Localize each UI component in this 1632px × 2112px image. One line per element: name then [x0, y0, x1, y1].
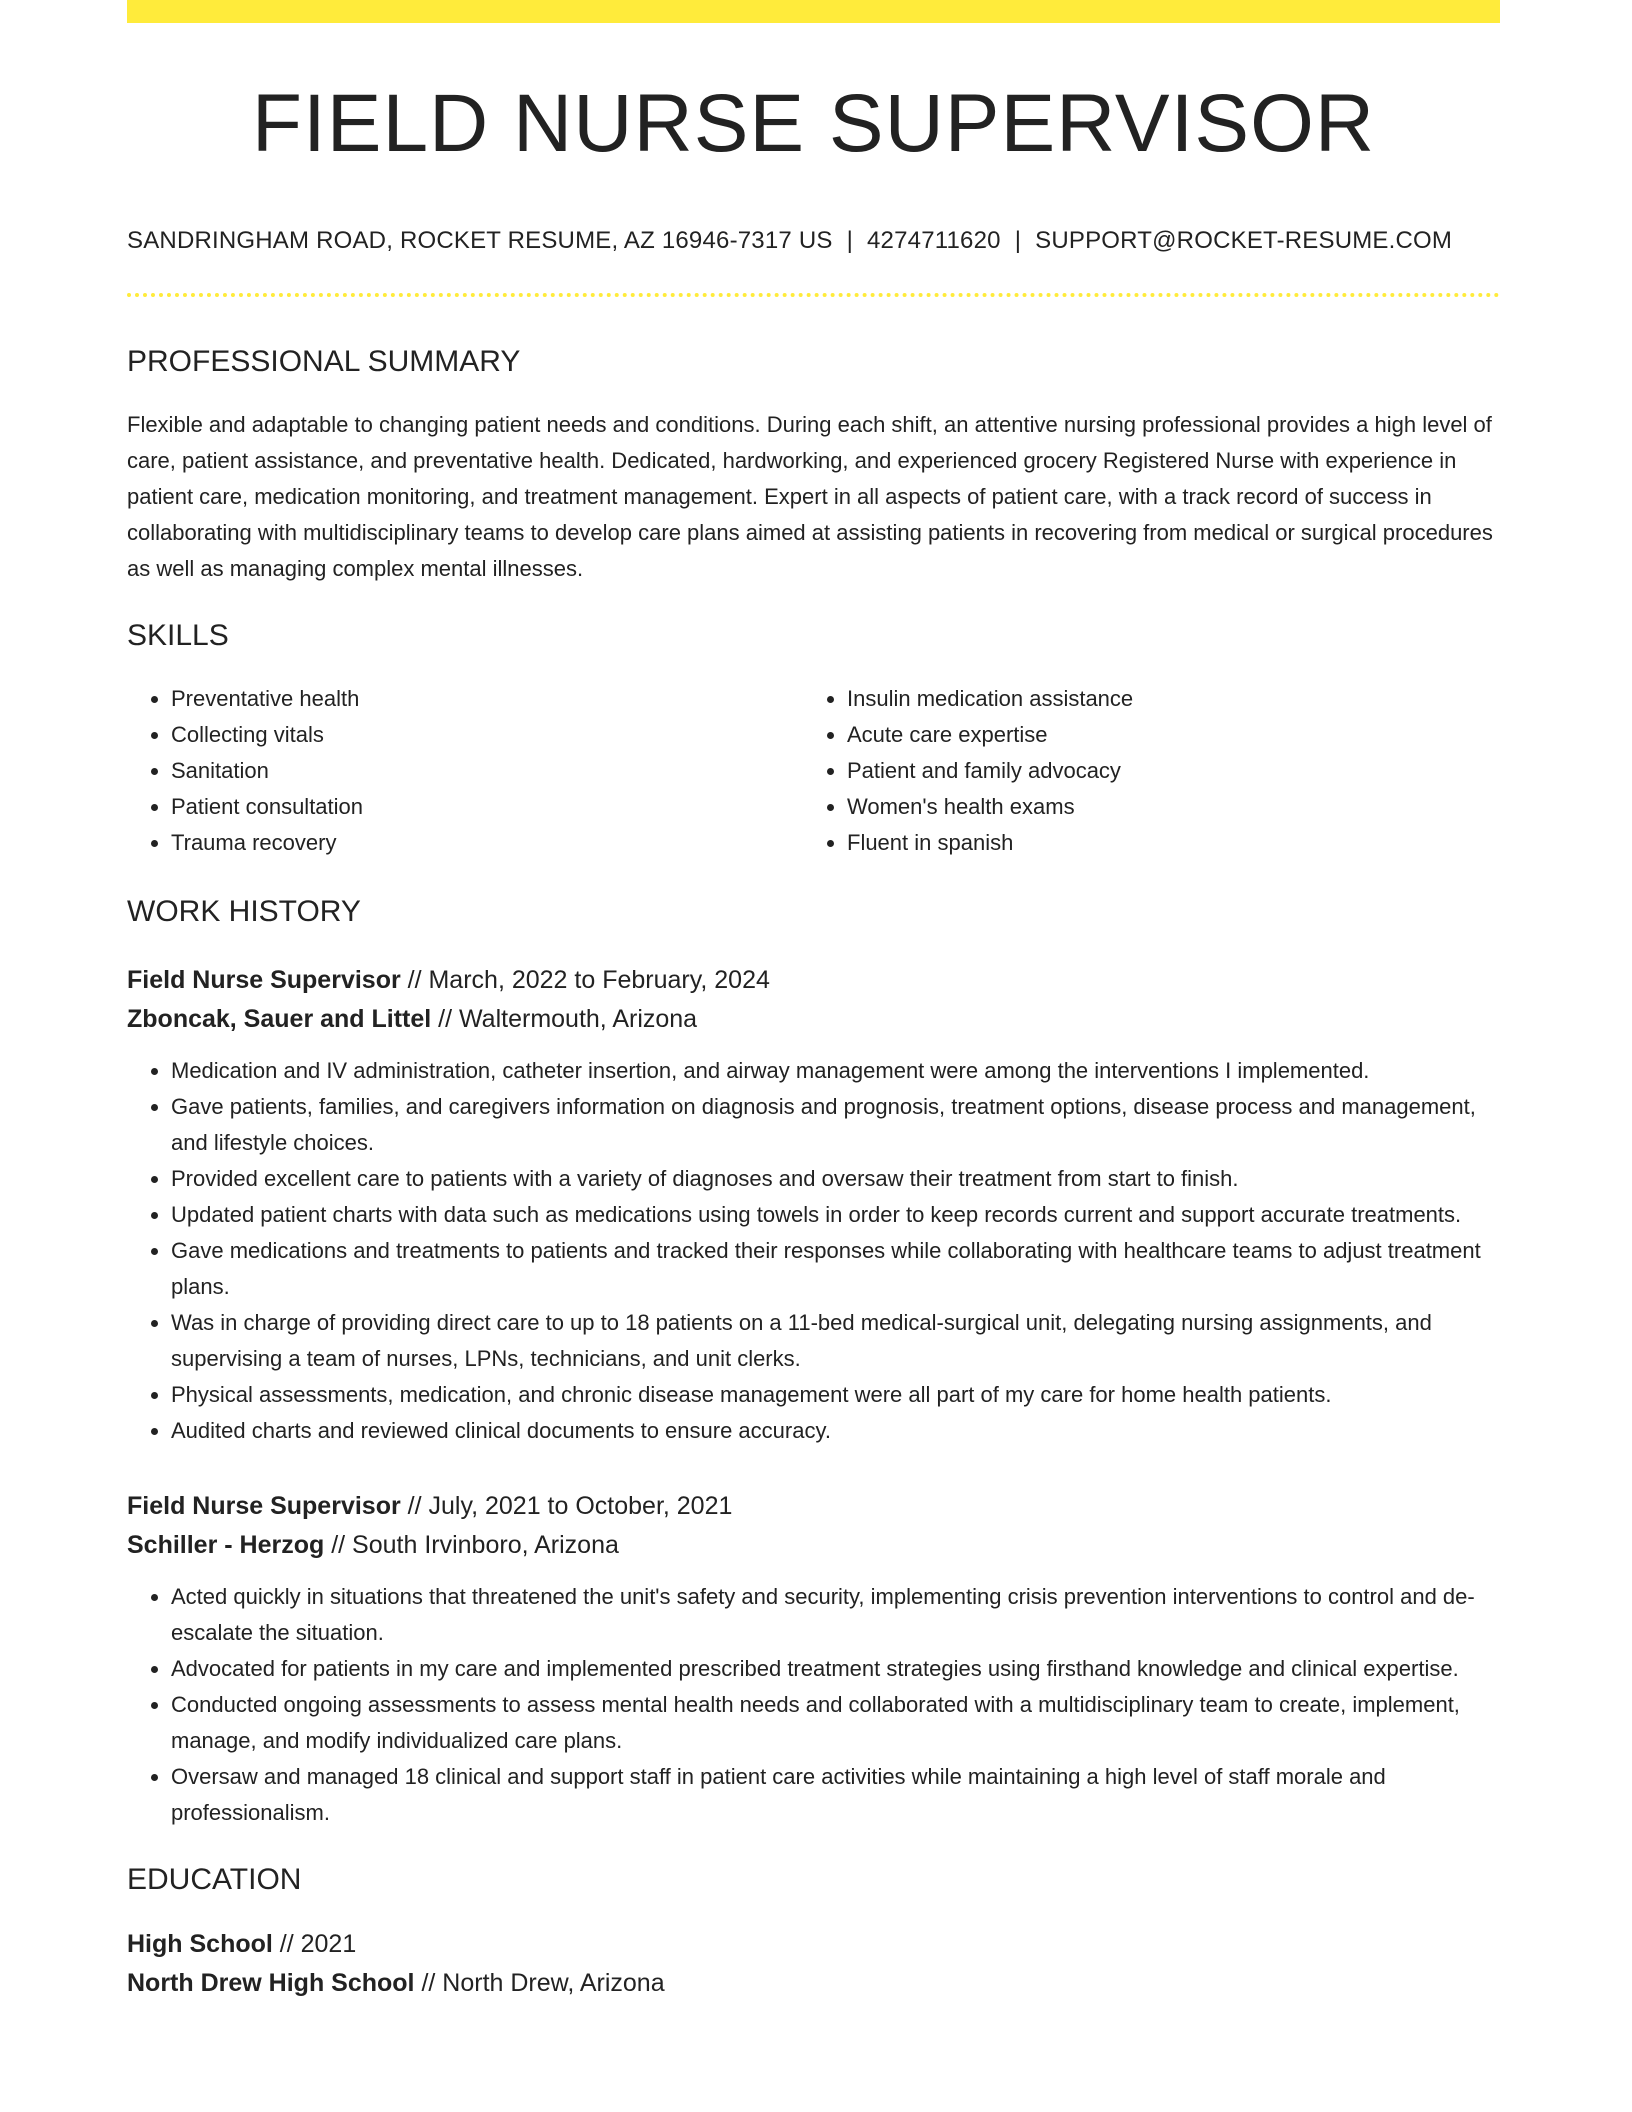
job-company: Zboncak, Sauer and Littel: [127, 1005, 432, 1033]
education-school: North Drew High School: [127, 1969, 415, 1997]
resume-name-heading: FIELD NURSE SUPERVISOR: [251, 78, 1376, 169]
education-section-title: EDUCATION: [127, 1863, 302, 1896]
education-degree-line: [127, 1925, 1500, 1964]
contact-separator: |: [1014, 227, 1022, 254]
job-bullet-list: [127, 1053, 1500, 1449]
job-role: Field Nurse Supervisor: [127, 966, 401, 994]
job-role: Field Nurse Supervisor: [127, 1492, 401, 1520]
skills-column-left: [127, 681, 803, 861]
skills-column-right: [803, 681, 1479, 861]
summary-paragraph: Flexible and adaptable to changing patient needs and conditions. During each shift, an attentive nursing professional provides a high level of care, patient assistance, and preventative health. Dedicated, hardworking, and experienced grocery Registered Nurse with experience in patient care, medication monitoring, and treatment management. Expert in all aspects of patient care, with a track record of success in collaborating with multidisciplinary teams to develop care plans aimed at assisting patients in recovering from medical or surgical procedures as well as managing complex mental illnesses.: [127, 412, 1493, 581]
job-dates: // July, 2021 to October, 2021: [400, 1492, 733, 1520]
job-bullet-list: [127, 1579, 1500, 1831]
dotted-divider: [127, 293, 1500, 297]
resume-page: [127, 0, 1500, 2003]
job-company-line: [127, 1000, 1500, 1039]
education-year: // 2021: [272, 1930, 357, 1958]
education-location: // North Drew, Arizona: [414, 1969, 665, 1997]
job-bullet: • Was in charge of providing direct care to up to 18 patients on a 11-bed medical-surgical unit, delegating nursing assignments, and supervising a team of nurses, LPNs, technicians, and unit clerks.: [171, 1305, 1500, 1377]
job-location: // Waltermouth, Arizona: [431, 1005, 698, 1033]
job-bullet: • Audited charts and reviewed clinical documents to ensure accuracy.: [171, 1413, 1500, 1449]
accent-top-bar: [127, 0, 1500, 23]
education-degree: High School: [127, 1930, 273, 1958]
skill-item: • Women's health exams: [847, 789, 1479, 825]
job-bullet: • Gave patients, families, and caregivers information on diagnosis and prognosis, treatment options, disease process and management, and lifestyle choices.: [171, 1089, 1500, 1161]
summary-section-title: PROFESSIONAL SUMMARY: [127, 345, 521, 378]
skill-item: • Patient and family advocacy: [847, 753, 1479, 789]
education-school-line: [127, 1964, 1500, 2003]
job-role-line: [127, 961, 1500, 1000]
education-entry: [127, 1925, 1500, 2003]
job-bullet: • Updated patient charts with data such as medications using towels in order to keep records current and support accurate treatments.: [171, 1197, 1500, 1233]
skill-item: • Patient consultation: [171, 789, 803, 825]
skill-item: • Trauma recovery: [171, 825, 803, 861]
job-bullet: • Physical assessments, medication, and chronic disease management were all part of my care for home health patients.: [171, 1377, 1500, 1413]
job-bullet: • Provided excellent care to patients with a variety of diagnoses and oversaw their treatment from start to finish.: [171, 1161, 1500, 1197]
job-entry: [127, 1487, 1500, 1831]
skills-grid: [127, 681, 1500, 861]
skills-section-title: SKILLS: [127, 619, 229, 652]
job-company-line: [127, 1526, 1500, 1565]
contact-separator: |: [846, 227, 853, 254]
contact-address: SANDRINGHAM ROAD, ROCKET RESUME, AZ 16946-7317 US: [127, 227, 833, 254]
job-bullet: • Gave medications and treatments to patients and tracked their responses while collaborating with healthcare teams to adjust treatment plans.: [171, 1233, 1500, 1305]
skill-item: • Insulin medication assistance: [847, 681, 1479, 717]
job-company: Schiller - Herzog: [127, 1531, 325, 1559]
skill-item: • Collecting vitals: [171, 717, 803, 753]
contact-email: SUPPORT@ROCKET-RESUME.COM: [1035, 227, 1453, 254]
job-entry: [127, 961, 1500, 1449]
job-bullet: • Advocated for patients in my care and implemented prescribed treatment strategies using firsthand knowledge and clinical expertise.: [171, 1651, 1500, 1687]
job-bullet: • Acted quickly in situations that threatened the unit's safety and security, implementing crisis prevention interventions to control and de-escalate the situation.: [171, 1579, 1500, 1651]
job-location: // South Irvinboro, Arizona: [324, 1531, 619, 1559]
contact-line: [127, 229, 1500, 253]
job-bullet: • Oversaw and managed 18 clinical and support staff in patient care activities while maintaining a high level of staff morale and professionalism.: [171, 1759, 1500, 1831]
skill-item: • Fluent in spanish: [847, 825, 1479, 861]
job-dates: // March, 2022 to February, 2024: [400, 966, 770, 994]
skill-item: • Acute care expertise: [847, 717, 1479, 753]
job-bullet: • Medication and IV administration, catheter insertion, and airway management were among the interventions I implemented.: [171, 1053, 1500, 1089]
skill-item: • Preventative health: [171, 681, 803, 717]
skill-item: • Sanitation: [171, 753, 803, 789]
job-role-line: [127, 1487, 1500, 1526]
contact-phone: 4274711620: [867, 227, 1001, 254]
work-history-section-title: WORK HISTORY: [127, 895, 361, 928]
job-bullet: • Conducted ongoing assessments to assess mental health needs and collaborated with a multidisciplinary team to create, implement, manage, and modify individualized care plans.: [171, 1687, 1500, 1759]
